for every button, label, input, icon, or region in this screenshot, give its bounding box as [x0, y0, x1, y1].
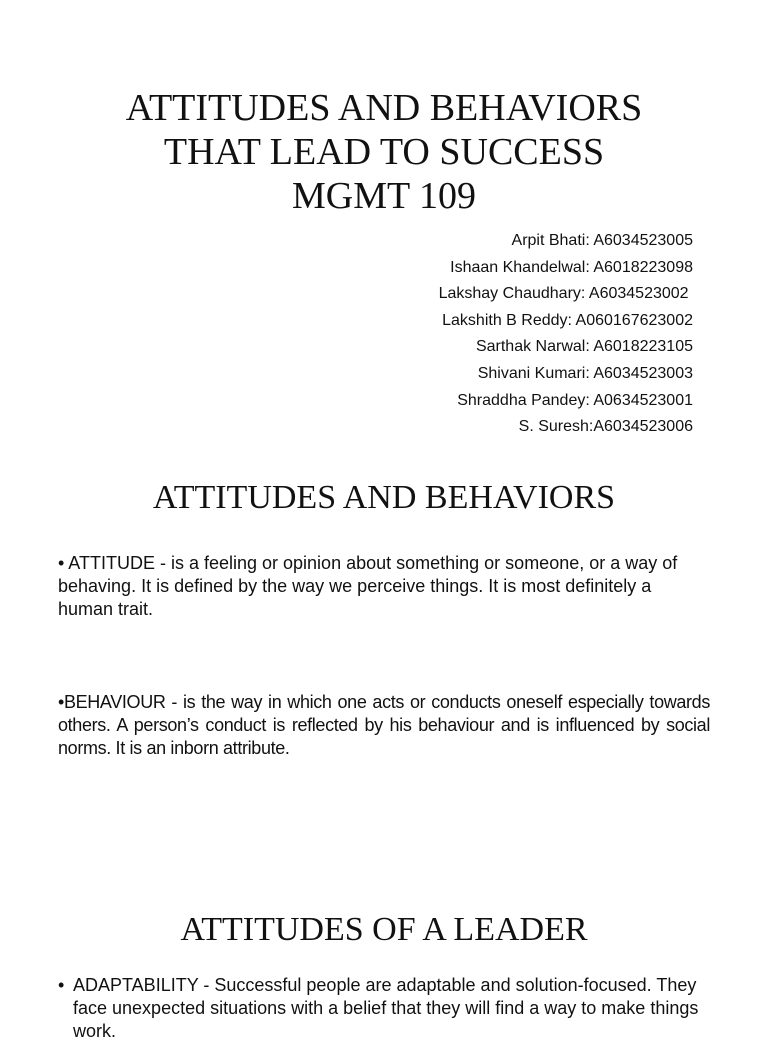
author-item: Shivani Kumari: A6034523003 — [477, 364, 693, 382]
behaviour-definition: •BEHAVIOUR - is the way in which one acts or conducts oneself especially towards others. A person’s conduct is reflected by his behaviour and is influenced by social norms. It is an inborn attribute. — [58, 692, 710, 758]
adaptability-bullet — [58, 974, 718, 1043]
author-item: Arpit Bhati: A6034523005 — [511, 232, 693, 249]
attitude-definition: • ATTITUDE - is a feeling or opinion about something or someone, or a way of behaving. It is defined by the way we perceive things. It is most definitely a human trait. — [58, 553, 678, 619]
author-item: Ishaan Khandelwal: A6018223098 — [450, 258, 693, 276]
author-item: Sarthak Narwal: A6018223105 — [475, 338, 693, 356]
title-line-2: THAT LEAD TO SUCCESS — [163, 131, 605, 173]
title-line-1: ATTITUDES AND BEHAVIORS — [125, 87, 643, 129]
section-title-attitudes-behaviors: ATTITUDES AND BEHAVIORS — [152, 479, 616, 516]
author-item: Shraddha Pandey: A0634523001 — [457, 391, 693, 409]
adaptability-text: ADAPTABILITY - Successful people are adaptable and solution-focused. They face unexpected situations with a belief that they will find a way to make things work. — [73, 975, 699, 1041]
section-title-leader-attitudes: ATTITUDES OF A LEADER — [180, 911, 588, 948]
author-item: Lakshay Chaudhary: A6034523002 — [438, 285, 693, 303]
author-item: S. Suresh:A6034523006 — [518, 418, 693, 436]
author-item: Lakshith B Reddy: A060167623002 — [442, 311, 693, 329]
title-line-3: MGMT 109 — [291, 175, 477, 217]
bullet-icon: • — [58, 975, 65, 995]
